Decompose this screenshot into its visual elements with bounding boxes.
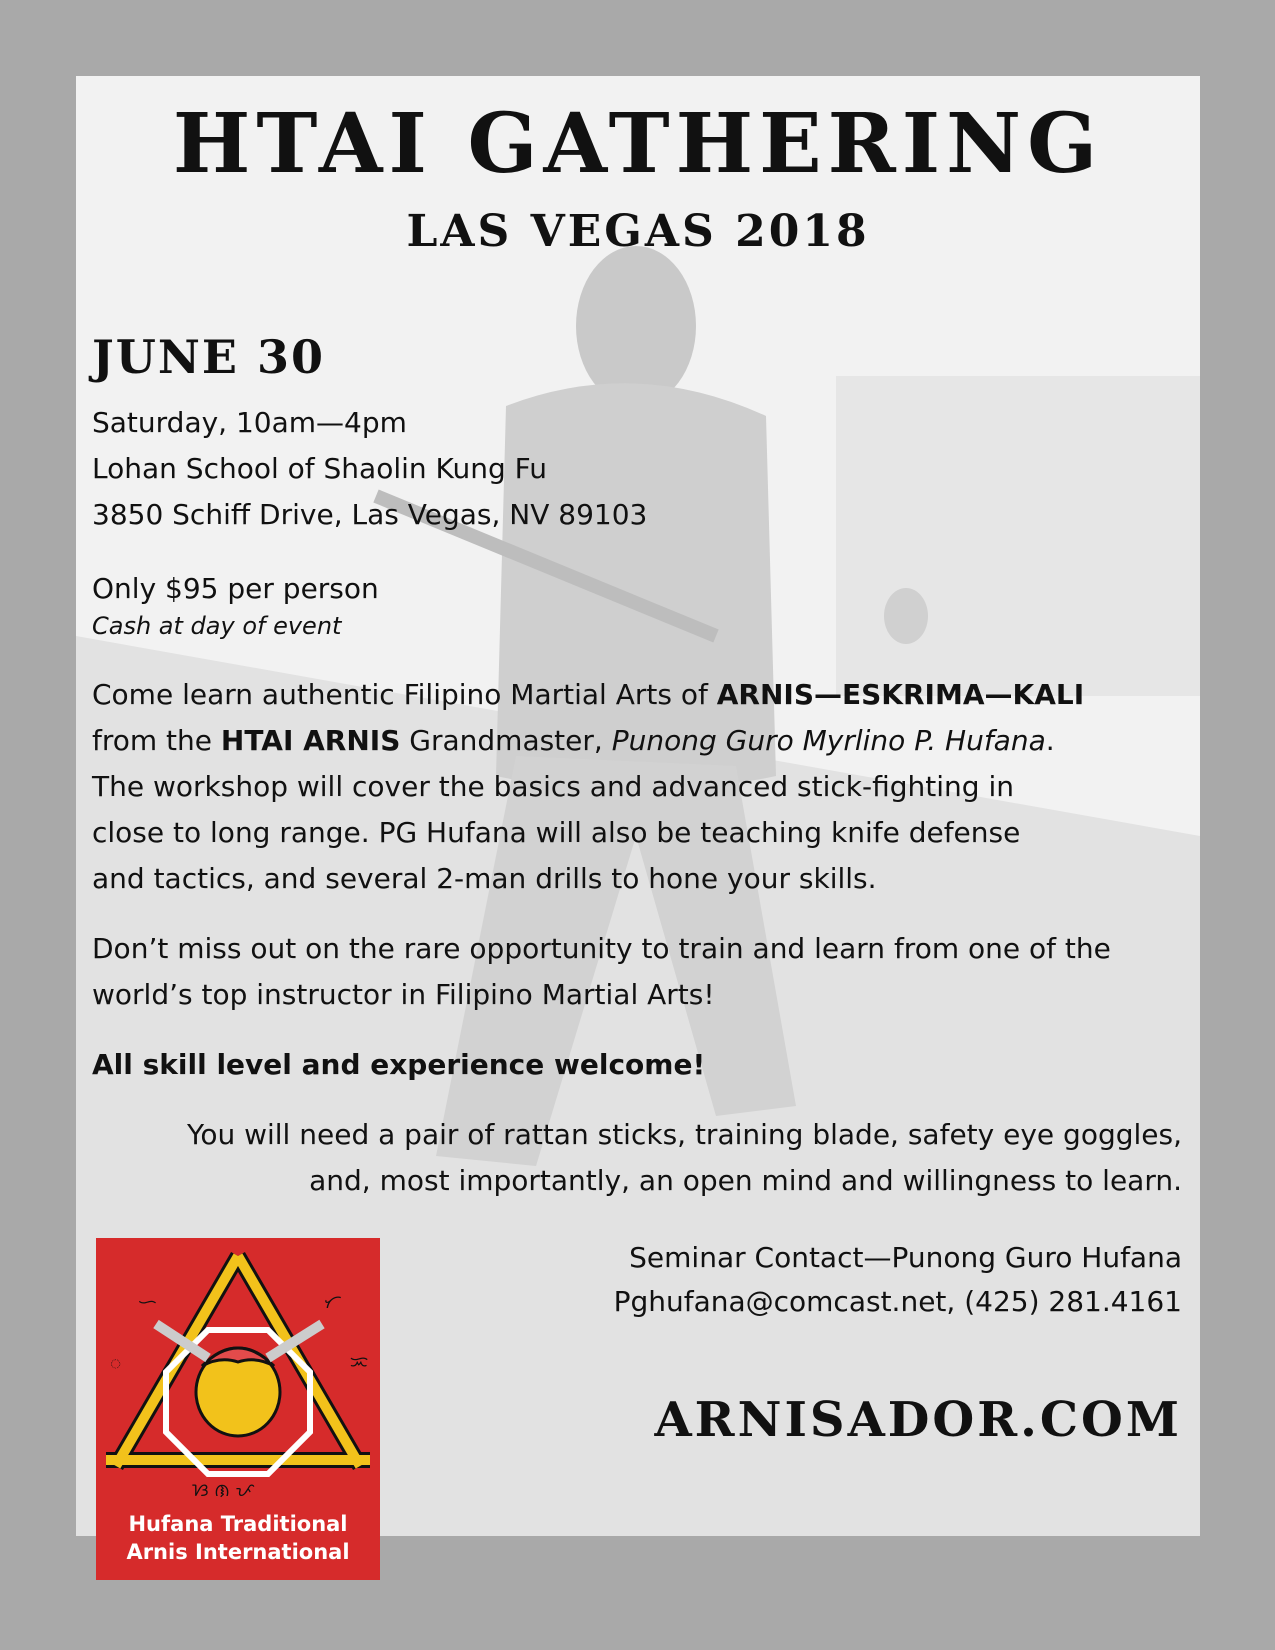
p1-grandmaster-name: Punong Guro Myrlino P. Hufana — [611, 724, 1046, 757]
logo-line-1: Hufana Traditional — [128, 1512, 348, 1536]
contact-name: Seminar Contact—Punong Guro Hufana — [629, 1241, 1182, 1274]
flyer-subtitle: LAS VEGAS 2018 — [406, 206, 870, 257]
event-address: 3850 Schiff Drive, Las Vegas, NV 89103 — [92, 498, 648, 531]
logo-emblem — [96, 1238, 380, 1498]
logo-caption — [96, 1510, 380, 1566]
p1-text-c: Grandmaster, — [400, 724, 612, 757]
p1-text-e: The workshop will cover the basics and advanced stick-fighting in close to long range. PG Hufana will also be teaching knife defense and tactics, and several 2-man drills to hone your skills. — [92, 770, 1021, 895]
contact-details: Pghufana@comcast.net, (425) 281.4161 — [613, 1285, 1182, 1318]
svg-text:ᜑ: ᜑ — [138, 1292, 157, 1313]
htai-logo — [96, 1238, 380, 1580]
flyer-title: HTAI GATHERING — [172, 96, 1104, 192]
welcome-text: All skill level and experience welcome! — [92, 1048, 706, 1081]
svg-text:ᜁ: ᜁ — [350, 1352, 369, 1373]
p1-text-d: . — [1045, 724, 1055, 757]
p1-arts: ARNIS—ESKRIMA—KALI — [716, 678, 1085, 711]
payment-note: Cash at day of event — [92, 612, 342, 640]
event-price: Only $95 per person — [92, 572, 379, 605]
svg-text:ᜐ ᜈ ᜉ: ᜐ ᜈ ᜉ — [192, 1480, 255, 1498]
p1-text-b: from the — [92, 724, 221, 757]
logo-line-2: Arnis International — [126, 1540, 350, 1564]
description-paragraph-1 — [92, 672, 1172, 902]
event-venue: Lohan School of Shaolin Kung Fu — [92, 452, 547, 485]
svg-text:ᜆ: ᜆ — [324, 1292, 342, 1313]
website-link[interactable]: ARNISADOR.COM — [654, 1392, 1182, 1448]
requirements-text: You will need a pair of rattan sticks, training blade, safety eye goggles, and, most importantly, an open mind and willingness to learn. — [186, 1118, 1182, 1197]
event-time: Saturday, 10am—4pm — [92, 406, 407, 439]
p1-text-a: Come learn authentic Filipino Martial Arts of — [92, 678, 717, 711]
description-paragraph-2: Don’t miss out on the rare opportunity to train and learn from one of the world’s top instructor in Filipino Martial Arts! — [92, 932, 1111, 1011]
seminar-contact — [482, 1236, 1182, 1324]
event-info — [92, 400, 647, 538]
svg-text:ᜀ: ᜀ — [110, 1352, 122, 1373]
p1-org: HTAI ARNIS — [220, 724, 401, 757]
event-date: JUNE 30 — [92, 330, 326, 384]
